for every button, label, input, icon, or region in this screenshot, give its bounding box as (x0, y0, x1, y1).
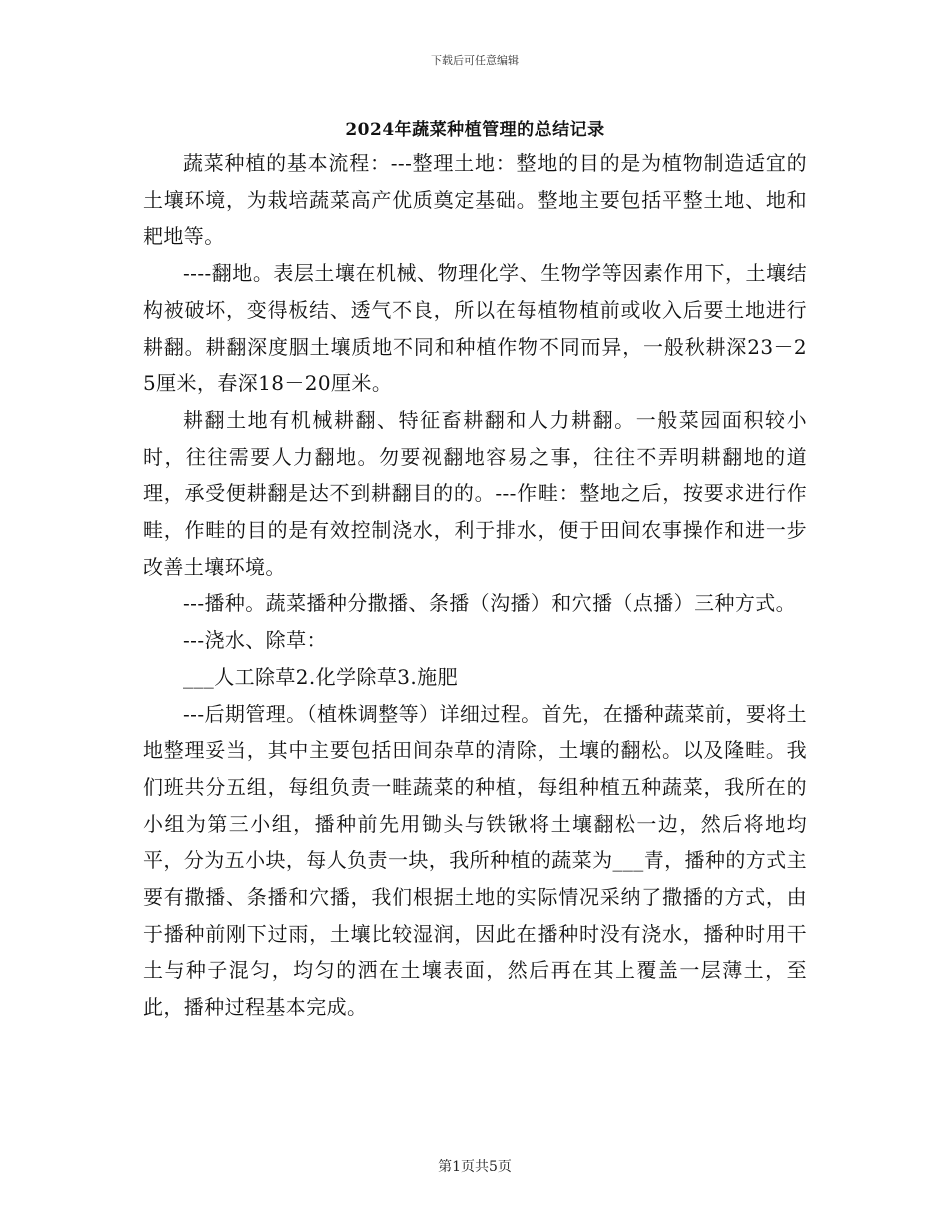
document-title: 2024年蔬菜种植管理的总结记录 (345, 120, 605, 140)
paragraph-sowing: ---播种。蔬菜播种分撒播、条播（沟播）和穴播（点播）三种方式。 (183, 591, 797, 616)
paragraph-watering-weeding: ---浇水、除草： (183, 628, 327, 653)
paragraph-later-management: ---后期管理。（植株调整等）详细过程。首先，在播种蔬菜前，要将土地整理妥当，其中主要包括田间杂草的清除，土壤的翻松。以及隆畦。我们班共分五组，每组负责一畦蔬菜的种植，每组种植五种蔬菜，我所在的小组为第三小组，播种前先用锄头与铁锹将土壤翻松一边，然后将地均平，分为五小块，每人负责一块，我所种植的蔬菜为___青，播种的方式主要有撒播、条播和穴播，我们根据土地的实际情况采纳了撒播的方式，由于播种前刚下过雨，土壤比较湿润，因此在播种时没有浇水，播种时用干土与种子混匀，均匀的洒在土壤表面，然后再在其上覆盖一层薄土，至此，播种过程基本完成。 (143, 701, 807, 1020)
paragraph-tilling-methods: 耕翻土地有机械耕翻、特征畜耕翻和人力耕翻。一般菜园面积较小时，往往需要人力翻地。勿要视翻地容易之事，往往不弄明耕翻地的道理，承受便耕翻是达不到耕翻目的的。---作畦：整地之后，按要求进行作畦，作畦的目的是有效控制浇水，利于排水，便于田间农事操作和进一步改善土壤环境。 (143, 407, 807, 579)
page-number: 第1页共5页 (438, 1159, 512, 1175)
header-note: 下载后可任意编辑 (431, 54, 519, 67)
document-body (143, 145, 807, 1026)
paragraph-weeding-list: ___人工除草2.化学除草3.施肥 (183, 664, 458, 689)
paragraph-tilling: ----翻地。表层土壤在机械、物理化学、生物学等因素作用下，土壤结构被破坏，变得板结、透气不良，所以在每植物植前或收入后要土地进行耕翻。耕翻深度胭土壤质地不同和种植作物不同而异，一般秋耕深23－25厘米，春深18－20厘米。 (143, 261, 807, 396)
paragraph-basic-process: 蔬菜种植的基本流程：---整理土地：整地的目的是为植物制造适宜的土壤环境，为栽培蔬菜高产优质奠定基础。整地主要包括平整土地、地和耙地等。 (143, 151, 807, 249)
